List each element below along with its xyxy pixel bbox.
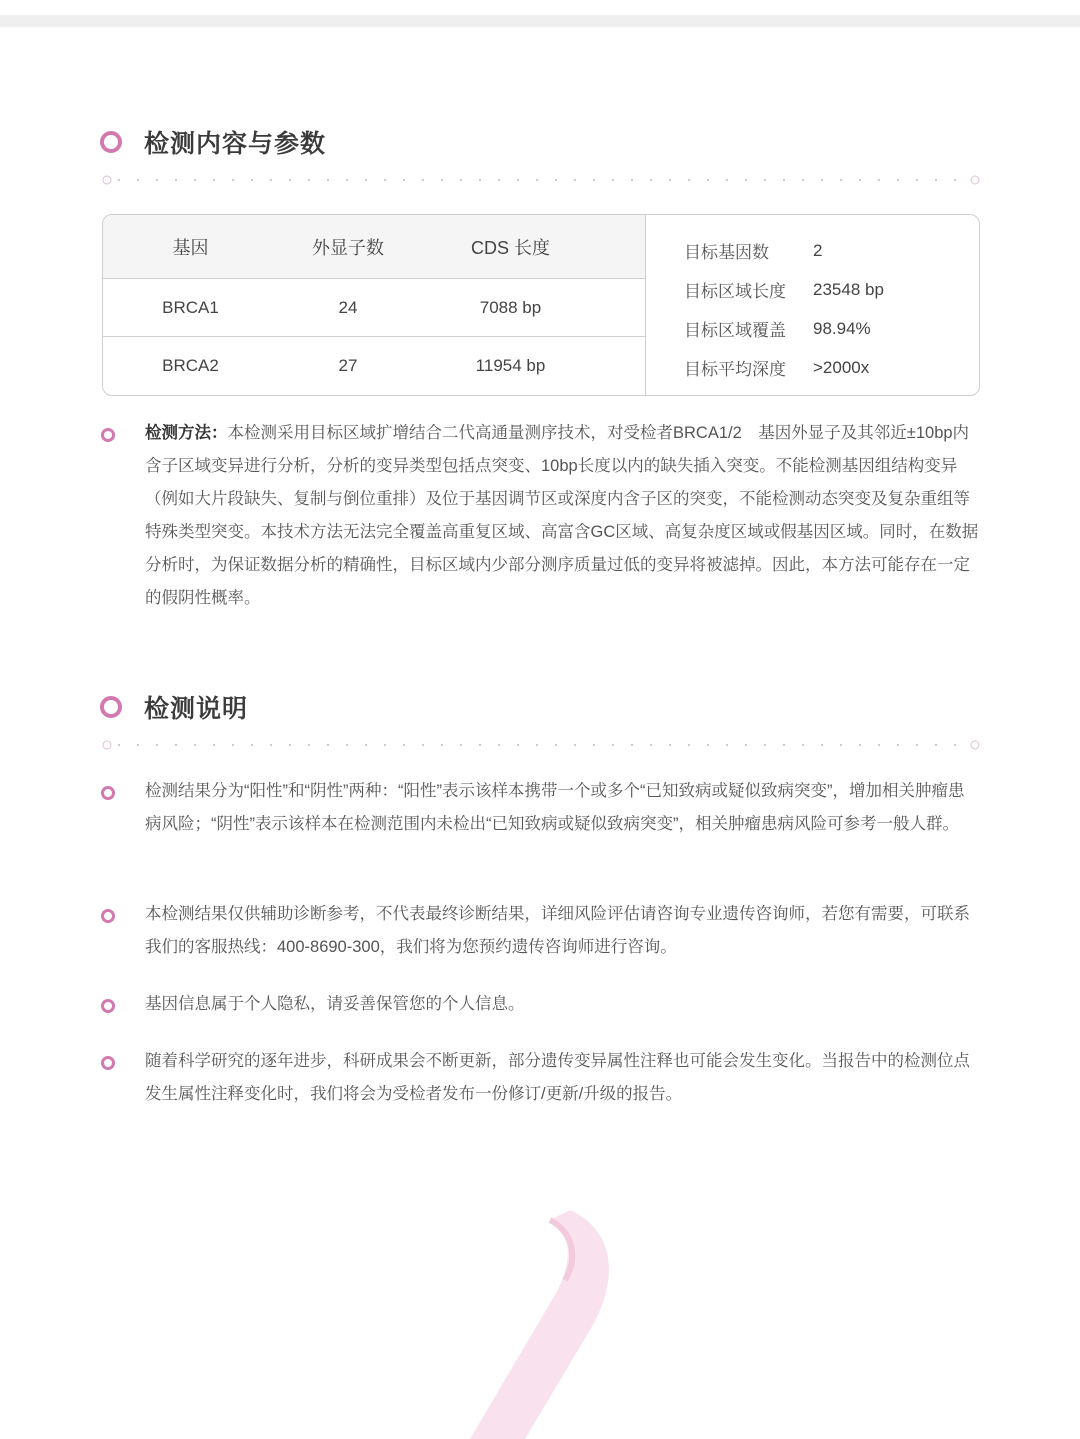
note-item: 基因信息属于个人隐私，请妥善保管您的个人信息。 (145, 995, 525, 1013)
header-gene: 基因 (172, 237, 209, 258)
header-exons: 外显子数 (312, 237, 384, 258)
section-title-text: 检测内容与参数 (144, 130, 327, 158)
summary-value: 2 (813, 240, 823, 260)
section-title-notes (100, 689, 248, 725)
summary-value: 98.94% (813, 318, 871, 338)
summary-key: 目标平均深度 (684, 360, 786, 379)
bullet-icon (101, 786, 115, 800)
bullet-icon (101, 428, 115, 442)
section-title-params (100, 124, 326, 160)
summary-key: 目标基因数 (684, 243, 769, 262)
cell: 27 (338, 355, 358, 375)
header-cds: CDS 长度 (470, 237, 550, 258)
ring-icon (100, 131, 122, 153)
cell: 7088 bp (479, 297, 542, 317)
method-paragraph (145, 417, 980, 615)
note-item: 随着科学研究的逐年进步，科研成果会不断更新，部分遗传变异属性注释也可能会发生变化。当报告中的检测位点发生属性注释变化时，我们将会为受检者发布一份修订/更新/升级的报告。 (145, 1052, 970, 1103)
summary-value: >2000x (813, 357, 870, 377)
ring-icon (100, 696, 122, 718)
bullet-icon (101, 1056, 115, 1070)
note-item: 检测结果分为“阳性”和“阴性”两种：“阳性”表示该样本携带一个或多个“已知致病或疑似致病突变”，增加相关肿瘤患病风险；“阴性”表示该样本在检测范围内未检出“已知致病或疑似致病突变”，相关肿瘤患病风险可参考一般人群。 (145, 782, 965, 833)
summary-panel (646, 215, 884, 395)
method-text: 本检测采用目标区域扩增结合二代高通量测序技术，对受检者BRCA1/2 基因外显子及其邻近±10bp内含子区域变异进行分析，分析的变异类型包括点突变、10bp长度以内的缺失插入突变。不能检测基因组结构变异（例如大片段缺失、复制与倒位重排）及位于基因调节区或深度内含子区的突变，不能检测动态突变及复杂重组等特殊类型突变。本技术方法无法完全覆盖高重复区域、高富含GC区域、高复杂度区域或假基因区域。同时，在数据分析时，为保证数据分析的精确性，目标区域内少部分测序质量过低的变异将被滤掉。因此，本方法可能存在一定的假阴性概率。 (145, 424, 979, 607)
note-item: 本检测结果仅供辅助诊断参考，不代表最终诊断结果，详细风险评估请咨询专业遗传咨询师，若您有需要，可联系我们的客服热线：400-8690-300，我们将为您预约遗传咨询师进行咨询。 (145, 905, 970, 956)
top-bar (0, 15, 1080, 27)
table-row (103, 336, 645, 394)
summary-key: 目标区域长度 (684, 282, 786, 301)
dotted-divider (102, 740, 980, 750)
summary-key: 目标区域覆盖 (684, 321, 786, 340)
cell: 11954 bp (475, 355, 546, 375)
table-row (103, 278, 645, 336)
cell: 24 (338, 297, 358, 317)
summary-value: 23548 bp (813, 279, 884, 299)
bullet-icon (101, 909, 115, 923)
method-label: 检测方法： (145, 424, 228, 442)
ribbon-decoration (440, 1200, 640, 1439)
cell: BRCA1 (162, 297, 219, 317)
bullet-icon (101, 999, 115, 1013)
dotted-divider (102, 175, 980, 185)
cell: BRCA2 (162, 355, 219, 375)
params-table (102, 214, 980, 396)
table-header (103, 215, 645, 278)
section-title-text: 检测说明 (144, 695, 249, 723)
